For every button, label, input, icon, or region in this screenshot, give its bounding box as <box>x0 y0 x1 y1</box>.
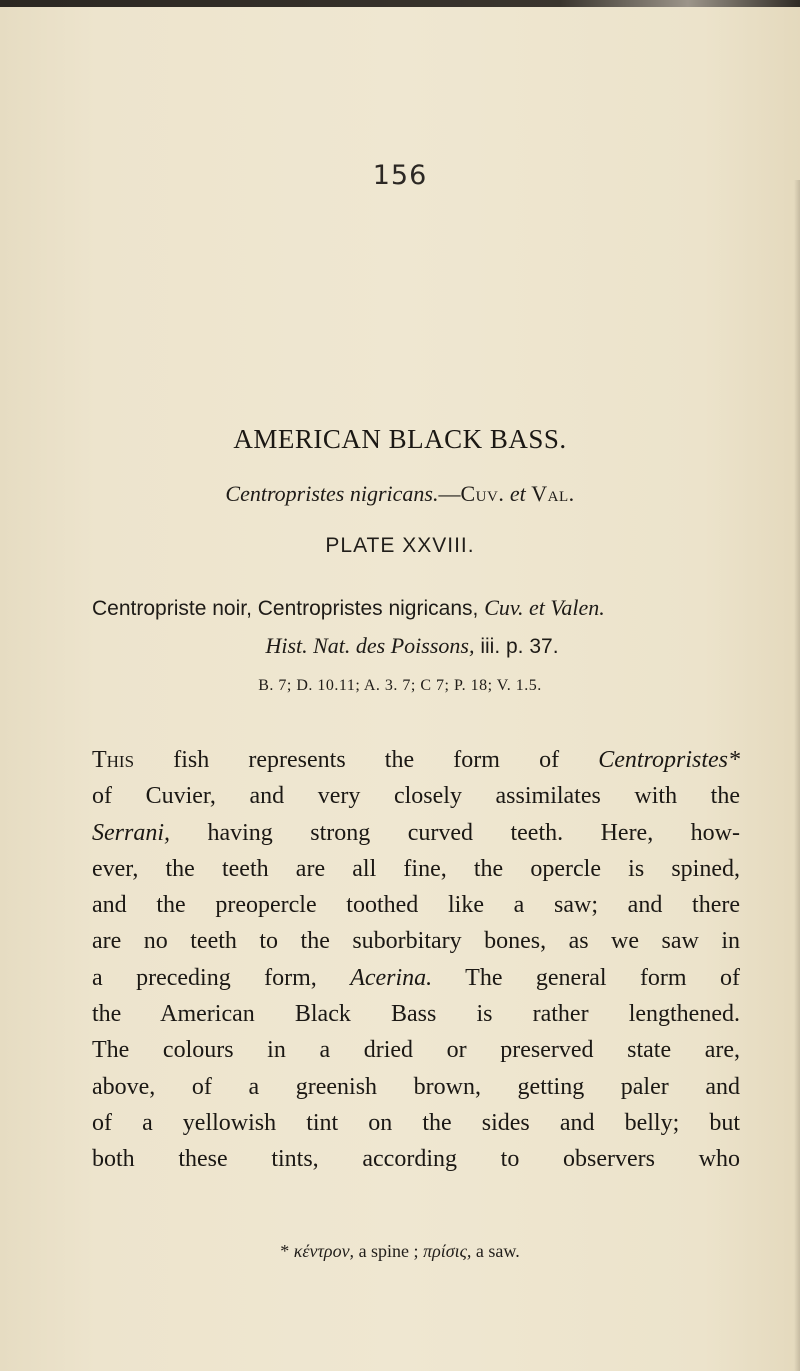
page-number: 156 <box>372 160 428 191</box>
footnote-mark: * <box>280 1241 290 1261</box>
synonymy-page: iii. p. 37. <box>480 635 559 658</box>
body-line-4: ever, the teeth are all fine, the opercle is spined, <box>92 855 740 882</box>
footnote-greek-2: πρίσις, <box>423 1241 472 1261</box>
synonymy-authority: Cuv. et Valen. <box>484 595 605 620</box>
body-line-7 <box>92 960 740 996</box>
chapter-title: AMERICAN BLACK BASS. <box>233 424 567 454</box>
species-dash: — <box>438 481 461 506</box>
body-line-11: of a yellowish tint on the sides and belly; but <box>92 1109 740 1136</box>
body-text-span: fish represents the form of <box>173 747 560 773</box>
footnote-gloss-2: a saw. <box>475 1241 520 1261</box>
body-line-5: and the preopercle toothed like a saw; and there <box>92 892 740 919</box>
page-top-edge <box>0 0 800 7</box>
species-authority-1: Cuv. <box>460 481 505 506</box>
species-line <box>0 481 800 507</box>
synonymy-line-1 <box>92 589 732 627</box>
body-text-span: a preceding form, <box>92 964 317 991</box>
plate-label: PLATE XXVIII. <box>325 534 475 557</box>
body-line-3 <box>92 815 740 851</box>
synonymy-reference: Hist. Nat. des Poissons, <box>265 633 475 658</box>
body-line-12: both these tints, according to observers who <box>92 1146 740 1173</box>
genus-centropristes: Centropristes* <box>598 747 741 773</box>
body-dropword: This <box>92 747 135 773</box>
body-text-span: having strong curved teeth. Here, how- <box>207 819 740 846</box>
footnote-gloss-1: a spine ; <box>358 1241 419 1261</box>
body-line-8: the American Black Bass is rather lengthened. <box>92 1001 740 1028</box>
synonymy-names: Centropriste noir, Centropristes nigricans, <box>92 597 479 620</box>
species-et: et <box>509 481 526 506</box>
synonymy-block <box>92 589 732 665</box>
body-line-1 <box>92 742 740 778</box>
page-edge-shadow <box>794 180 800 1371</box>
body-line-2: of Cuvier, and very closely assimilates with the <box>92 783 740 810</box>
body-line-10: above, of a greenish brown, getting paler and <box>92 1073 740 1100</box>
genus-serrani: Serrani, <box>92 819 170 846</box>
genus-acerina: Acerina. <box>350 964 433 991</box>
body-paragraph <box>92 742 740 1178</box>
body-line-6: are no teeth to the suborbitary bones, as we saw in <box>92 928 740 955</box>
fin-formula: B. 7; D. 10.11; A. 3. 7; C 7; P. 18; V. 1.5. <box>258 677 542 694</box>
footnote-greek-1: κέντρον, <box>293 1241 355 1261</box>
species-name: Centropristes nigricans. <box>225 481 439 506</box>
footnote <box>0 1241 800 1262</box>
body-text-span: The general form of <box>465 964 741 991</box>
synonymy-line-2 <box>92 627 732 665</box>
species-authority-2: Val. <box>531 481 575 506</box>
body-line-9: The colours in a dried or preserved state are, <box>92 1037 740 1064</box>
